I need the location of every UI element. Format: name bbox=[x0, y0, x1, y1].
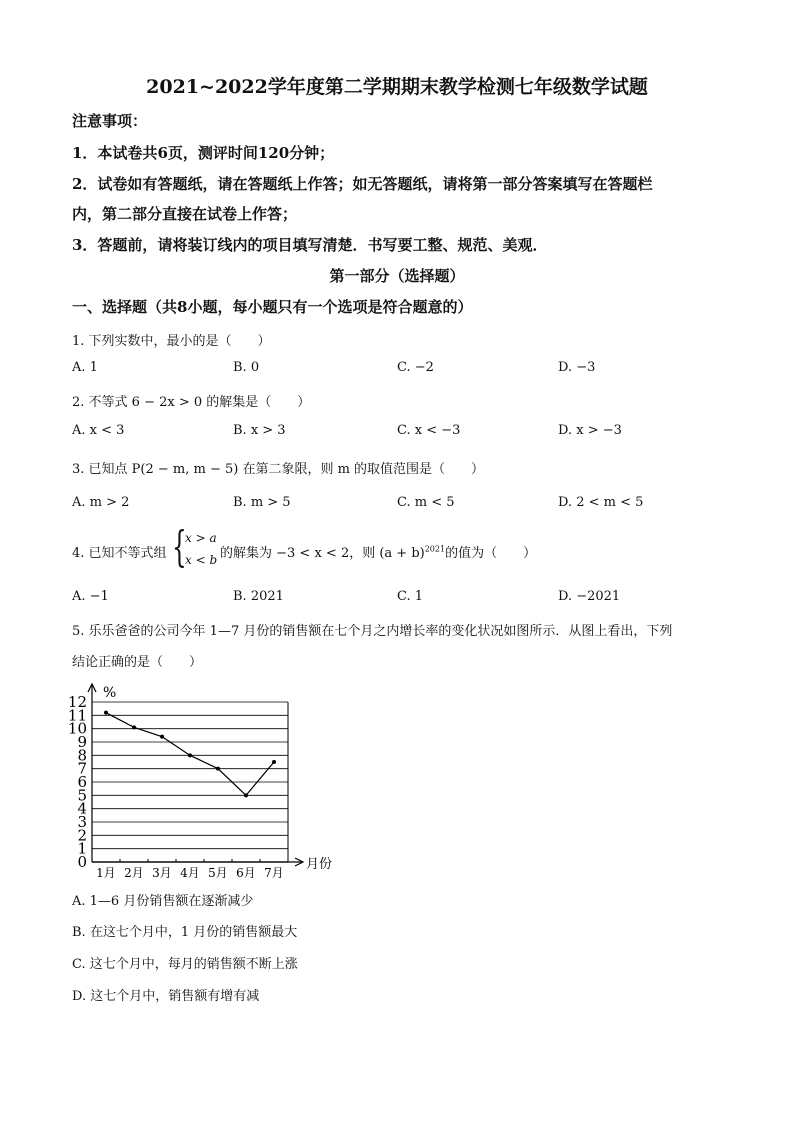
q2-option-b: B. x > 3 bbox=[233, 423, 286, 438]
x-tick-label: 1月 bbox=[96, 866, 116, 880]
y-tick-label: 8 bbox=[77, 746, 87, 765]
y-tick-label: 10 bbox=[67, 719, 87, 738]
y-axis-label: % bbox=[103, 685, 117, 701]
q1-option-a: A. 1 bbox=[72, 360, 98, 375]
q3-option-b: B. m > 5 bbox=[233, 495, 291, 510]
y-tick-label: 11 bbox=[67, 706, 87, 725]
data-point bbox=[272, 760, 276, 764]
question-4-prefix: 4. 已知不等式组 bbox=[72, 546, 167, 561]
page-title: 2021~2022学年度第二学期期末教学检测七年级数学试题 bbox=[146, 76, 648, 98]
q1-option-c: C. −2 bbox=[397, 360, 434, 375]
q4-option-b: B. 2021 bbox=[233, 589, 284, 604]
x-tick-label: 3月 bbox=[152, 866, 172, 880]
data-point bbox=[132, 725, 136, 729]
notice-heading: 注意事项： bbox=[72, 112, 148, 130]
part-heading: 第一部分（选择题） bbox=[329, 267, 465, 285]
y-tick-label: 1 bbox=[77, 839, 87, 858]
q1-option-b: B. 0 bbox=[233, 360, 260, 375]
q1-option-d: D. −3 bbox=[558, 360, 596, 375]
notice-item-3: 3．答题前，请将装订线内的项目填写清楚．书写要工整、规范、美观． bbox=[72, 236, 548, 254]
y-tick-label: 4 bbox=[77, 799, 87, 818]
question-4-condition: 的解集为 −3 < x < 2，则 (a + b) bbox=[220, 546, 425, 561]
system-line-1: x > a bbox=[185, 531, 217, 545]
q4-option-a: A. −1 bbox=[72, 589, 109, 604]
q2-option-d: D. x > −3 bbox=[558, 423, 622, 438]
q2-option-a: A. x < 3 bbox=[72, 423, 125, 438]
x-tick-label: 4月 bbox=[180, 866, 200, 880]
q5-option-d: D. 这七个月中，销售额有增有减 bbox=[72, 989, 260, 1004]
q5-option-c: C. 这七个月中，每月的销售额不断上涨 bbox=[72, 957, 298, 972]
data-point bbox=[188, 753, 192, 757]
data-point bbox=[104, 711, 108, 715]
q3-option-d: D. 2 < m < 5 bbox=[558, 495, 644, 510]
y-tick-label: 2 bbox=[77, 826, 87, 845]
y-tick-label: 12 bbox=[67, 693, 87, 711]
system-line-2: x < b bbox=[185, 553, 218, 567]
data-point bbox=[216, 767, 220, 771]
y-tick-label: 6 bbox=[77, 773, 87, 791]
brace-symbol: { bbox=[172, 522, 187, 571]
data-point bbox=[160, 735, 164, 739]
question-2: 2. 不等式 6 − 2x > 0 的解集是（ ） bbox=[72, 395, 311, 410]
y-tick-label: 0 bbox=[77, 853, 87, 871]
q3-option-a: A. m > 2 bbox=[72, 495, 130, 510]
notice-item-2a: 2．试卷如有答题纸，请在答题纸上作答；如无答题纸，请将第一部分答案填写在答题栏 bbox=[72, 175, 653, 193]
x-tick-label: 7月 bbox=[264, 866, 284, 880]
q4-option-d: D. −2021 bbox=[558, 589, 621, 604]
x-tick-label: 6月 bbox=[236, 866, 256, 880]
y-tick-label: 9 bbox=[77, 733, 87, 751]
question-3: 3. 已知点 P(2 − m, m − 5) 在第二象限，则 m 的取值范围是（ ） bbox=[72, 462, 485, 477]
q3-option-c: C. m < 5 bbox=[397, 495, 455, 510]
x-tick-label: 2月 bbox=[124, 866, 144, 880]
question-4-end: 的值为（ ） bbox=[445, 546, 537, 561]
notice-item-2b: 内，第二部分直接在试卷上作答； bbox=[72, 205, 298, 223]
notice-item-1: 1．本试卷共6页，测评时间120分钟； bbox=[72, 144, 335, 162]
q4-option-c: C. 1 bbox=[397, 589, 424, 604]
q5-option-b: B. 在这七个月中，1 月份的销售额最大 bbox=[72, 925, 298, 940]
growth-rate-line-chart bbox=[60, 675, 350, 885]
question-4-exponent: 2021 bbox=[424, 544, 446, 554]
section-heading: 一、选择题（共8小题，每小题只有一个选项是符合题意的） bbox=[72, 298, 473, 316]
y-tick-label: 5 bbox=[77, 786, 87, 805]
question-5-line-1: 5. 乐乐爸爸的公司今年 1—7 月份的销售额在七个月之内增长率的变化状况如图所示．从图上看出，下列 bbox=[72, 624, 673, 639]
q5-option-a: A. 1—6 月份销售额在逐渐减少 bbox=[72, 894, 254, 909]
x-axis-label: 月份 bbox=[306, 857, 333, 872]
question-5-line-2: 结论正确的是（ ） bbox=[72, 655, 203, 670]
question-4-suffix bbox=[220, 542, 536, 561]
y-tick-label: 3 bbox=[77, 813, 87, 831]
x-tick-label: 5月 bbox=[208, 866, 228, 880]
q2-option-c: C. x < −3 bbox=[397, 423, 461, 438]
data-point bbox=[244, 793, 248, 797]
y-tick-label: 7 bbox=[77, 759, 87, 778]
question-1: 1. 下列实数中，最小的是（ ） bbox=[72, 334, 271, 349]
